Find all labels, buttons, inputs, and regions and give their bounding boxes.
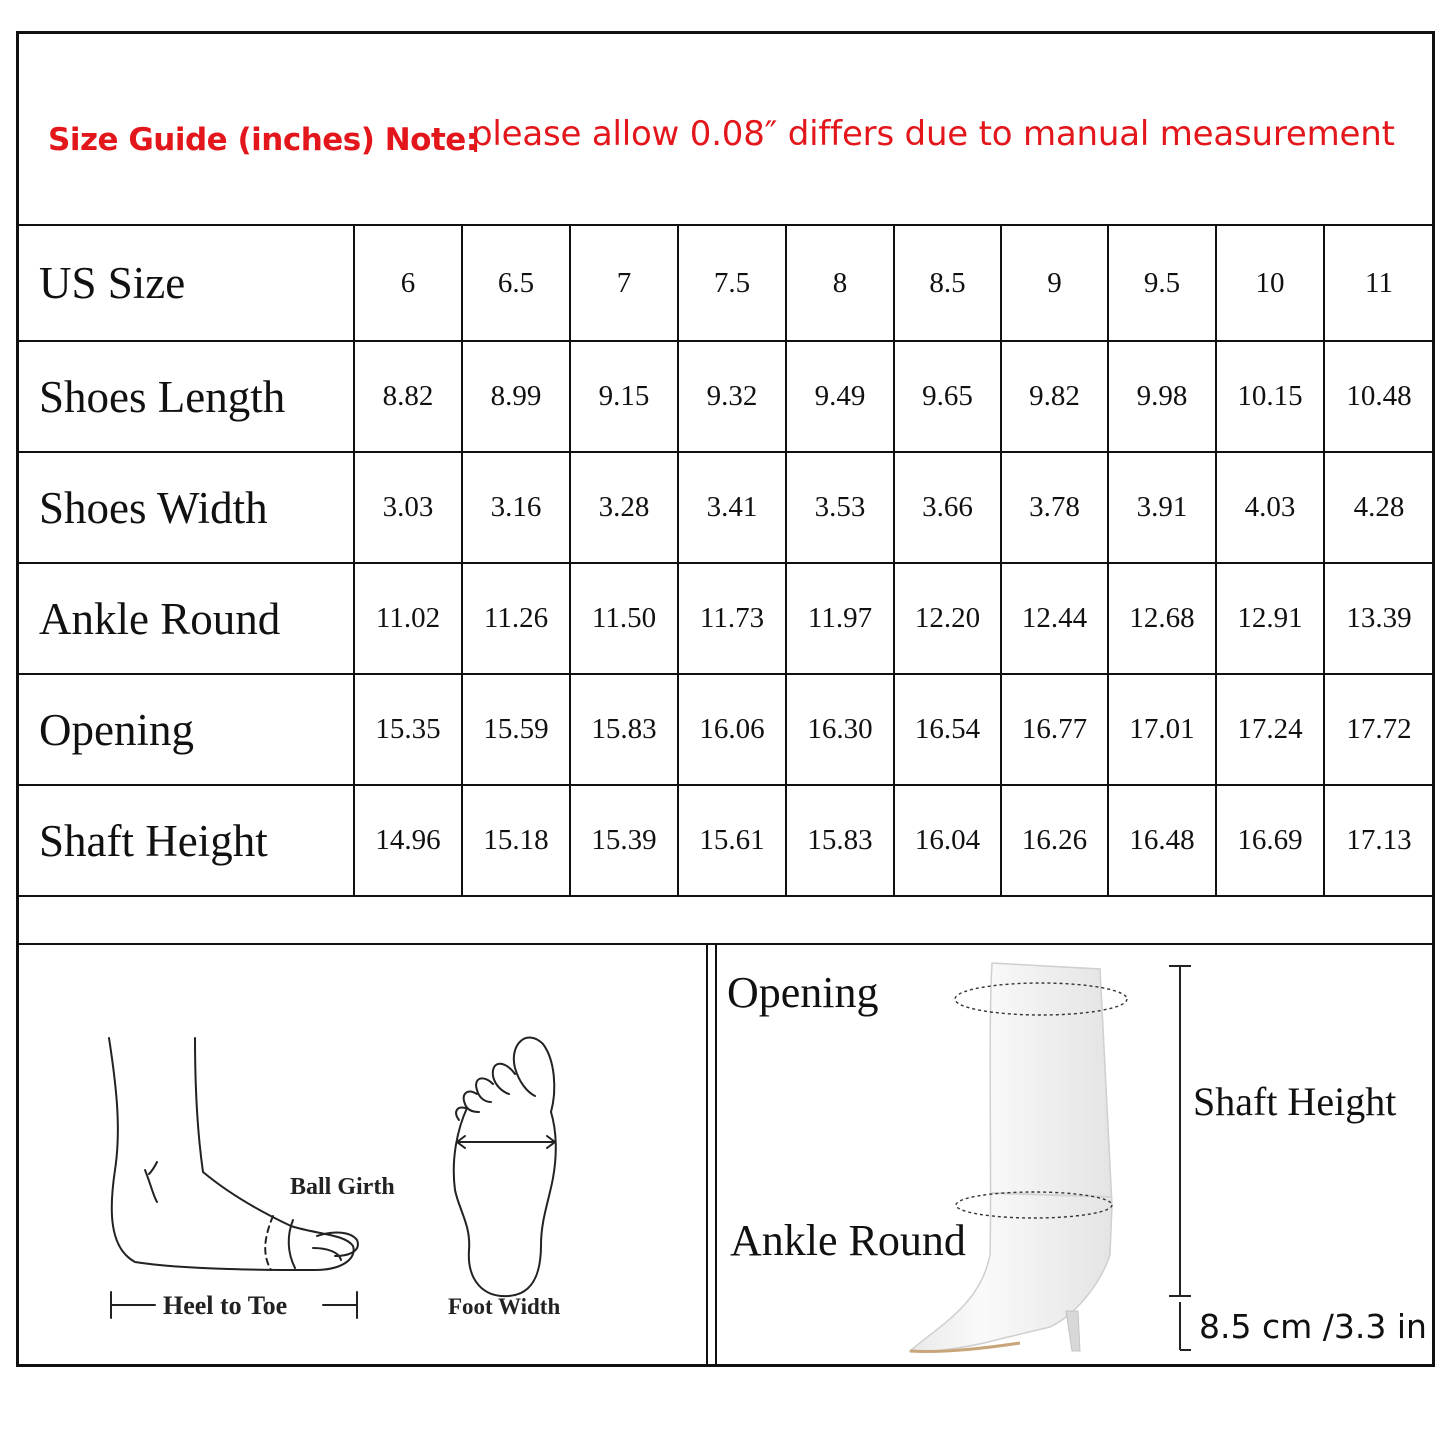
table-cell: 6 xyxy=(354,225,462,341)
table-cell: 6.5 xyxy=(462,225,570,341)
table-cell: 15.39 xyxy=(570,785,678,896)
foot-width-label: Foot Width xyxy=(448,1294,561,1319)
table-cell: 16.69 xyxy=(1216,785,1324,896)
foot-sketch-illustration xyxy=(95,1020,595,1330)
table-cell: 9.5 xyxy=(1108,225,1216,341)
ankle-round-label: Ankle Round xyxy=(730,1216,966,1265)
table-row xyxy=(19,225,1433,341)
table-cell: 8.99 xyxy=(462,341,570,452)
table-cell: 11.02 xyxy=(354,563,462,674)
table-cell: 8 xyxy=(786,225,894,341)
table-cell: 8.5 xyxy=(894,225,1001,341)
table-cell: 4.03 xyxy=(1216,452,1324,563)
heel-to-toe-label: Heel to Toe xyxy=(163,1291,288,1320)
table-cell: 15.18 xyxy=(462,785,570,896)
table-cell: 16.06 xyxy=(678,674,786,785)
heel-height-label: 8.5 cm /3.3 in xyxy=(1199,1307,1427,1346)
table-cell: 10.48 xyxy=(1324,341,1433,452)
boot-illustration xyxy=(900,955,1140,1365)
sole-outline xyxy=(454,1108,556,1296)
table-cell: 16.04 xyxy=(894,785,1001,896)
row-label: Ankle Round xyxy=(19,563,354,674)
table-cell: 10 xyxy=(1216,225,1324,341)
section-divider xyxy=(19,943,1432,945)
table-cell: 9.15 xyxy=(570,341,678,452)
table-cell: 16.77 xyxy=(1001,674,1108,785)
table-cell: 11.26 xyxy=(462,563,570,674)
table-cell: 3.16 xyxy=(462,452,570,563)
table-cell: 12.20 xyxy=(894,563,1001,674)
table-cell: 11.97 xyxy=(786,563,894,674)
size-table xyxy=(19,224,1433,897)
table-cell: 3.28 xyxy=(570,452,678,563)
row-label: Shoes Length xyxy=(19,341,354,452)
table-cell: 17.01 xyxy=(1108,674,1216,785)
table-cell: 9 xyxy=(1001,225,1108,341)
row-label: US Size xyxy=(19,225,354,341)
note-text: please allow 0.08″ differs due to manual measurement xyxy=(471,114,1395,154)
table-cell: 11 xyxy=(1324,225,1433,341)
table-cell: 9.49 xyxy=(786,341,894,452)
table-row xyxy=(19,674,1433,785)
table-cell: 3.03 xyxy=(354,452,462,563)
row-label: Shoes Width xyxy=(19,452,354,563)
boot-heel xyxy=(1066,1311,1080,1351)
table-cell: 14.96 xyxy=(354,785,462,896)
table-cell: 17.13 xyxy=(1324,785,1433,896)
row-label: Shaft Height xyxy=(19,785,354,896)
table-cell: 17.24 xyxy=(1216,674,1324,785)
table-cell: 16.26 xyxy=(1001,785,1108,896)
table-cell: 8.82 xyxy=(354,341,462,452)
table-cell: 3.91 xyxy=(1108,452,1216,563)
note-lead: Size Guide (inches) Note: xyxy=(48,122,478,158)
table-cell: 9.32 xyxy=(678,341,786,452)
table-cell: 3.53 xyxy=(786,452,894,563)
table-cell: 15.61 xyxy=(678,785,786,896)
table-cell: 3.41 xyxy=(678,452,786,563)
table-cell: 3.66 xyxy=(894,452,1001,563)
table-row xyxy=(19,341,1433,452)
ball-girth-dashes xyxy=(265,1216,273,1270)
table-cell: 3.78 xyxy=(1001,452,1108,563)
table-cell: 9.65 xyxy=(894,341,1001,452)
table-cell: 11.50 xyxy=(570,563,678,674)
boot-shaft xyxy=(910,963,1112,1352)
table-cell: 10.15 xyxy=(1216,341,1324,452)
table-cell: 12.91 xyxy=(1216,563,1324,674)
table-cell: 7 xyxy=(570,225,678,341)
table-cell: 16.30 xyxy=(786,674,894,785)
table-cell: 16.54 xyxy=(894,674,1001,785)
table-cell: 13.39 xyxy=(1324,563,1433,674)
table-cell: 17.72 xyxy=(1324,674,1433,785)
opening-label: Opening xyxy=(727,968,879,1017)
table-cell: 9.82 xyxy=(1001,341,1108,452)
table-cell: 12.68 xyxy=(1108,563,1216,674)
table-cell: 16.48 xyxy=(1108,785,1216,896)
shaft-height-measure xyxy=(1163,960,1193,1356)
table-cell: 7.5 xyxy=(678,225,786,341)
table-row xyxy=(19,563,1433,674)
table-cell: 15.59 xyxy=(462,674,570,785)
table-cell: 15.83 xyxy=(570,674,678,785)
row-label: Opening xyxy=(19,674,354,785)
table-cell: 9.98 xyxy=(1108,341,1216,452)
table-cell: 4.28 xyxy=(1324,452,1433,563)
table-cell: 15.35 xyxy=(354,674,462,785)
size-guide-note xyxy=(48,110,1428,160)
shaft-height-label: Shaft Height xyxy=(1193,1079,1397,1124)
ball-girth-label: Ball Girth xyxy=(290,1174,395,1200)
table-cell: 12.44 xyxy=(1001,563,1108,674)
table-cell: 15.83 xyxy=(786,785,894,896)
panel-divider-right xyxy=(715,945,717,1365)
table-row xyxy=(19,452,1433,563)
panel-divider-left xyxy=(706,945,708,1365)
table-cell: 11.73 xyxy=(678,563,786,674)
table-row xyxy=(19,785,1433,896)
